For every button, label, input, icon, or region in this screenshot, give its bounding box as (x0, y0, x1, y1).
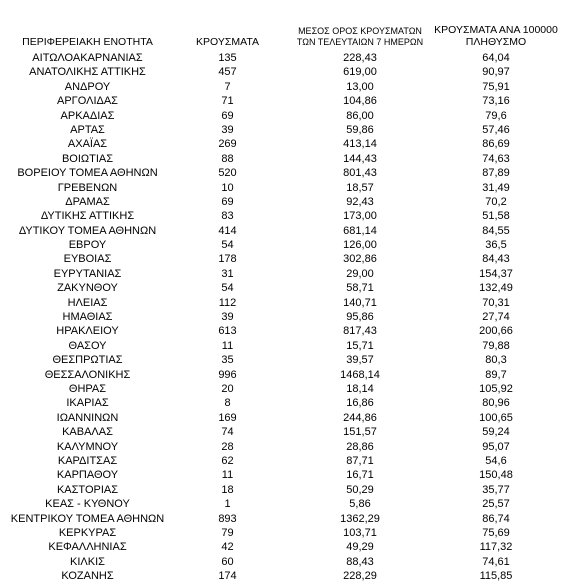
table-row (0, 512, 566, 526)
table-row (0, 396, 566, 410)
cases-cell: 54 (221, 239, 234, 252)
table-row (0, 296, 566, 310)
avg-7-days-cell: 92,43 (346, 195, 374, 208)
cases-cell: 11 (221, 339, 234, 352)
per-100k-cell: 84,43 (482, 253, 510, 266)
cases-cell: 20 (221, 382, 234, 395)
avg-7-days-cell: 302,86 (343, 253, 377, 266)
avg-7-days-cell: 173,00 (343, 210, 377, 223)
region-cell: ΑΡΚΑΔΙΑΣ (60, 109, 115, 122)
cases-cell: 169 (218, 411, 237, 424)
region-cell: ΔΥΤΙΚΗΣ ΑΤΤΙΚΗΣ (40, 210, 135, 223)
cases-cell: 112 (218, 296, 237, 309)
region-cell: ΚΑΒΑΛΑΣ (62, 426, 113, 439)
header-region (2, 37, 173, 48)
avg-7-days-cell: 801,43 (343, 167, 377, 180)
region-cell: ΑΝΑΤΟΛΙΚΗΣ ΑΤΤΙΚΗΣ (29, 66, 146, 79)
avg-7-days-cell: 228,29 (343, 570, 377, 583)
avg-7-days-cell: 29,00 (346, 267, 374, 280)
region-cell: ΗΡΑΚΛΕΙΟΥ (56, 325, 119, 338)
per-100k-cell: 27,74 (482, 311, 510, 324)
per-100k-cell: 84,55 (482, 224, 510, 237)
avg-7-days-cell: 13,00 (346, 80, 374, 93)
per-100k-cell: 25,57 (482, 498, 510, 511)
per-100k-cell: 51,58 (482, 210, 510, 223)
avg-7-days-cell: 86,00 (346, 109, 374, 122)
per-100k-cell: 86,69 (482, 138, 510, 151)
table-row (0, 166, 566, 180)
region-cell: ΘΕΣΣΑΛΟΝΙΚΗΣ (44, 368, 131, 381)
cases-cell: 69 (221, 109, 234, 122)
avg-7-days-cell: 681,14 (343, 224, 377, 237)
table-row (0, 224, 566, 238)
avg-7-days-cell: 16,86 (346, 397, 374, 410)
cases-cell: 54 (221, 282, 234, 295)
table-row (0, 181, 566, 195)
region-cell: ΘΕΣΠΡΩΤΙΑΣ (52, 354, 123, 367)
avg-7-days-cell: 50,29 (346, 483, 374, 496)
table-row (0, 281, 566, 295)
cases-cell: 520 (218, 167, 237, 180)
header-region-label: ΠΕΡΙΦΕΡΕΙΑΚΗ ΕΝΟΤΗΤΑ (22, 36, 153, 48)
header-per100k-line-1: ΚΡΟΥΣΜΑΤΑ ΑΝΑ 100000 (434, 24, 558, 36)
per-100k-cell: 105,92 (479, 382, 513, 395)
avg-7-days-cell: 619,00 (343, 66, 377, 79)
avg-7-days-cell: 59,86 (346, 123, 374, 136)
cases-cell: 893 (218, 512, 237, 525)
region-cell: ΚΙΛΚΙΣ (70, 555, 105, 568)
per-100k-cell: 54,6 (485, 454, 507, 467)
per-100k-cell: 115,85 (479, 570, 513, 583)
cases-cell: 178 (218, 253, 237, 266)
per-100k-cell: 57,46 (482, 123, 510, 136)
per-100k-cell: 154,37 (479, 267, 513, 280)
table-row (0, 51, 566, 65)
avg-7-days-cell: 1362,29 (340, 512, 380, 525)
per-100k-cell: 95,07 (482, 440, 510, 453)
table-row (0, 425, 566, 439)
cases-cell: 18 (221, 483, 234, 496)
avg-7-days-cell: 104,86 (343, 95, 377, 108)
region-cell: ΘΗΡΑΣ (68, 382, 107, 395)
table-row (0, 252, 566, 266)
table-row (0, 65, 566, 79)
avg-7-days-cell: 15,71 (346, 339, 374, 352)
per-100k-cell: 70,31 (482, 296, 510, 309)
region-cell: ΚΕΦΑΛΛΗΝΙΑΣ (48, 541, 127, 554)
per-100k-cell: 74,61 (482, 555, 510, 568)
cases-cell: 1 (224, 498, 231, 511)
cases-cell: 11 (221, 469, 234, 482)
region-cell: ΕΒΡΟΥ (68, 239, 107, 252)
region-cell: ΚΑΡΠΑΘΟΥ (56, 469, 119, 482)
cases-cell: 35 (221, 354, 234, 367)
region-cell: ΑΡΓΟΛΙΔΑΣ (57, 95, 118, 108)
avg-7-days-cell: 126,00 (343, 239, 377, 252)
cases-cell: 62 (221, 454, 234, 467)
table-row (0, 109, 566, 123)
table-row (0, 483, 566, 497)
region-cell: ΑΝΔΡΟΥ (64, 80, 111, 93)
table-row (0, 468, 566, 482)
avg-7-days-cell: 413,14 (343, 138, 377, 151)
per-100k-cell: 73,16 (482, 95, 510, 108)
table-row (0, 411, 566, 425)
region-cell: ΚΕΑΣ - ΚΥΘΝΟΥ (45, 498, 130, 511)
avg-7-days-cell: 18,57 (346, 181, 374, 194)
table-body (0, 51, 566, 583)
region-cell: ΙΩΑΝΝΙΝΩΝ (56, 411, 119, 424)
cases-cell: 88 (221, 152, 234, 165)
header-avg-7-days (290, 26, 430, 48)
header-per-100k (424, 24, 566, 48)
cases-cell: 613 (218, 325, 237, 338)
per-100k-cell: 79,6 (485, 109, 507, 122)
per-100k-cell: 70,2 (485, 195, 507, 208)
avg-7-days-cell: 151,57 (343, 426, 377, 439)
avg-7-days-cell: 95,86 (346, 311, 374, 324)
header-avg-line-1: ΜΕΣΟΣ ΟΡΟΣ ΚΡΟΥΣΜΑΤΩΝ (298, 26, 422, 36)
table-row (0, 382, 566, 396)
region-cell: ΚΕΡΚΥΡΑΣ (58, 526, 117, 539)
per-100k-cell: 35,77 (482, 483, 510, 496)
table-row (0, 440, 566, 454)
table-row (0, 267, 566, 281)
avg-7-days-cell: 49,29 (346, 541, 374, 554)
header-avg-line-2: ΤΩΝ ΤΕΛΕΥΤΑΙΩΝ 7 ΗΜΕΡΩΝ (296, 37, 424, 47)
avg-7-days-cell: 140,71 (343, 296, 377, 309)
per-100k-cell: 80,96 (482, 397, 510, 410)
table-row (0, 540, 566, 554)
avg-7-days-cell: 87,71 (346, 454, 374, 467)
cases-cell: 42 (221, 541, 234, 554)
avg-7-days-cell: 817,43 (343, 325, 377, 338)
per-100k-cell: 74,63 (482, 152, 510, 165)
table-row (0, 152, 566, 166)
cases-cell: 174 (218, 570, 237, 583)
avg-7-days-cell: 28,86 (346, 440, 374, 453)
region-cell: ΖΑΚΥΝΘΟΥ (57, 282, 118, 295)
table-row (0, 209, 566, 223)
table-row (0, 368, 566, 382)
per-100k-cell: 64,04 (482, 52, 510, 64)
per-100k-cell: 90,97 (482, 66, 510, 79)
table-row (0, 569, 566, 583)
table-row (0, 526, 566, 540)
avg-7-days-cell: 244,86 (343, 411, 377, 424)
region-cell: ΔΥΤΙΚΟΥ ΤΟΜΕΑ ΑΘΗΝΩΝ (18, 224, 157, 237)
region-cell: ΚΕΝΤΡΙΚΟΥ ΤΟΜΕΑ ΑΘΗΝΩΝ (10, 512, 165, 525)
cases-cell: 39 (221, 123, 234, 136)
cases-cell: 414 (218, 224, 237, 237)
per-100k-cell: 36,5 (485, 239, 507, 252)
avg-7-days-cell: 228,43 (343, 52, 377, 64)
region-cell: ΚΑΣΤΟΡΙΑΣ (56, 483, 119, 496)
cases-cell: 8 (224, 397, 231, 410)
region-cell: ΚΑΛΥΜΝΟΥ (56, 440, 119, 453)
region-cell: ΒΟΡΕΙΟΥ ΤΟΜΕΑ ΑΘΗΝΩΝ (17, 167, 158, 180)
region-cell: ΑΙΤΩΛΟΑΚΑΡΝΑΝΙΑΣ (32, 52, 143, 64)
region-cell: ΙΚΑΡΙΑΣ (66, 397, 109, 410)
cases-cell: 74 (221, 426, 234, 439)
region-cell: ΓΡΕΒΕΝΩΝ (57, 181, 118, 194)
per-100k-cell: 87,89 (482, 167, 510, 180)
region-cell: ΚΟΖΑΝΗΣ (61, 570, 114, 583)
per-100k-cell: 75,69 (482, 526, 510, 539)
header-cases-label: ΚΡΟΥΣΜΑΤΑ (196, 36, 259, 48)
cases-cell: 83 (221, 210, 234, 223)
table-row (0, 353, 566, 367)
region-cell: ΒΟΙΩΤΙΑΣ (61, 152, 114, 165)
avg-7-days-cell: 88,43 (346, 555, 374, 568)
cases-cell: 28 (221, 440, 234, 453)
header-cases (190, 37, 265, 48)
table-row (0, 310, 566, 324)
avg-7-days-cell: 1468,14 (340, 368, 380, 381)
table-row (0, 339, 566, 353)
region-cell: ΕΥΡΥΤΑΝΙΑΣ (53, 267, 122, 280)
header-per100k-line-2: ΠΛΗΘΥΣΜΟ (465, 36, 527, 48)
table-row (0, 555, 566, 569)
region-cell: ΚΑΡΔΙΤΣΑΣ (57, 454, 118, 467)
per-100k-cell: 59,24 (482, 426, 510, 439)
table-row (0, 454, 566, 468)
cases-cell: 457 (218, 66, 237, 79)
cases-cell: 79 (221, 526, 234, 539)
table-row (0, 94, 566, 108)
per-100k-cell: 75,91 (482, 80, 510, 93)
region-cell: ΑΧΑΪΑΣ (67, 138, 108, 151)
per-100k-cell: 80,3 (485, 354, 507, 367)
cases-cell: 31 (221, 267, 234, 280)
per-100k-cell: 86,74 (482, 512, 510, 525)
per-100k-cell: 150,48 (479, 469, 513, 482)
table-row (0, 324, 566, 338)
cases-cell: 996 (218, 368, 237, 381)
table-row (0, 80, 566, 94)
cases-cell: 69 (221, 195, 234, 208)
table-row (0, 238, 566, 252)
region-cell: ΑΡΤΑΣ (70, 123, 105, 136)
table-row (0, 137, 566, 151)
table-row (0, 497, 566, 511)
avg-7-days-cell: 103,71 (343, 526, 377, 539)
cases-cell: 71 (221, 95, 234, 108)
avg-7-days-cell: 58,71 (346, 282, 374, 295)
cases-cell: 7 (224, 80, 231, 93)
cases-cell: 10 (221, 181, 234, 194)
cases-cell: 39 (221, 311, 234, 324)
region-cell: ΕΥΒΟΙΑΣ (63, 253, 112, 266)
cases-cell: 60 (221, 555, 234, 568)
cases-cell: 269 (218, 138, 237, 151)
avg-7-days-cell: 144,43 (343, 152, 377, 165)
avg-7-days-cell: 39,57 (346, 354, 374, 367)
per-100k-cell: 132,49 (479, 282, 513, 295)
per-100k-cell: 79,88 (482, 339, 510, 352)
per-100k-cell: 200,66 (479, 325, 513, 338)
per-100k-cell: 117,32 (479, 541, 513, 554)
per-100k-cell: 31,49 (482, 181, 510, 194)
region-cell: ΗΛΕΙΑΣ (67, 296, 108, 309)
table-row (0, 195, 566, 209)
region-cell: ΘΑΣΟΥ (68, 339, 107, 352)
region-cell: ΗΜΑΘΙΑΣ (62, 311, 113, 324)
avg-7-days-cell: 18,14 (346, 382, 374, 395)
table-row (0, 123, 566, 137)
per-100k-cell: 100,65 (479, 411, 513, 424)
cases-cell: 135 (218, 52, 237, 64)
region-cell: ΔΡΑΜΑΣ (65, 195, 110, 208)
avg-7-days-cell: 16,71 (346, 469, 374, 482)
avg-7-days-cell: 5,86 (349, 498, 371, 511)
per-100k-cell: 89,7 (485, 368, 507, 381)
